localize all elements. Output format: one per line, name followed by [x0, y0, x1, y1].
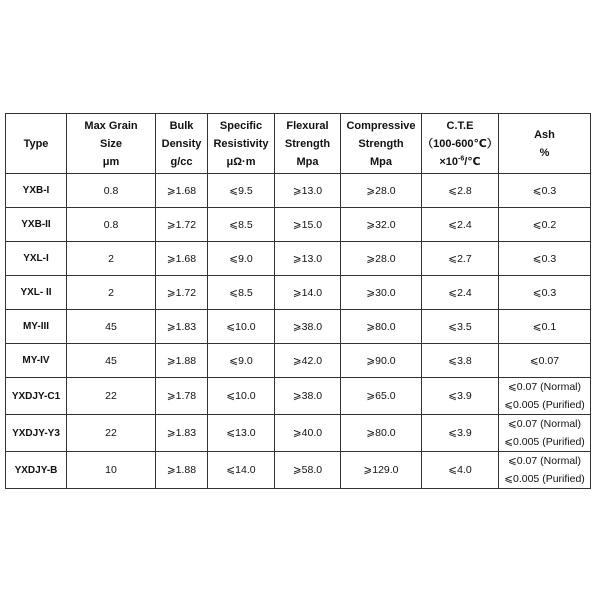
cell-type: YXB-II: [6, 208, 67, 242]
cell-max-grain-size: 2: [67, 242, 156, 276]
cell-specific-resistivity: ⩽14.0: [208, 452, 275, 489]
cell-max-grain-size: 45: [67, 310, 156, 344]
cell-flexural-strength: ⩾13.0: [275, 174, 341, 208]
cell-compressive-strength: ⩾28.0: [341, 242, 422, 276]
header-bulk-density: [156, 114, 208, 174]
cell-cte: ⩽4.0: [422, 452, 499, 489]
cell-ash: [499, 310, 591, 344]
header-line: Strength: [284, 137, 331, 150]
table-row: [6, 276, 591, 310]
cell-type: MY-IV: [6, 344, 67, 378]
cell-cte: ⩽3.9: [422, 415, 499, 452]
cell-flexural-strength: ⩾38.0: [275, 310, 341, 344]
cell-max-grain-size: 45: [67, 344, 156, 378]
cell-compressive-strength: ⩾30.0: [341, 276, 422, 310]
cell-bulk-density: ⩾1.78: [156, 378, 208, 415]
cell-bulk-density: ⩾1.68: [156, 174, 208, 208]
header-unit: μm: [102, 155, 120, 168]
cell-specific-resistivity: ⩽9.0: [208, 242, 275, 276]
header-line: Bulk: [169, 119, 194, 132]
cell-compressive-strength: ⩾129.0: [341, 452, 422, 489]
header-line: Strength: [358, 137, 404, 150]
cell-ash: [499, 344, 591, 378]
ash-value: ⩽0.3: [532, 252, 557, 265]
ash-value: ⩽0.3: [532, 184, 557, 197]
header-flexural-strength: [275, 114, 341, 174]
cell-max-grain-size: 0.8: [67, 208, 156, 242]
cell-cte: ⩽2.4: [422, 208, 499, 242]
cell-ash: [499, 452, 591, 489]
ash-value: ⩽0.3: [532, 286, 557, 299]
header-line: C.T.E: [446, 119, 474, 132]
ash-value: ⩽0.1: [532, 320, 557, 333]
ash-value: ⩽0.005 (Purified): [504, 399, 585, 411]
cell-cte: ⩽2.8: [422, 174, 499, 208]
cell-specific-resistivity: ⩽9.0: [208, 344, 275, 378]
cell-flexural-strength: ⩾14.0: [275, 276, 341, 310]
table-row: [6, 452, 591, 489]
header-ash: [499, 114, 591, 174]
header-line: （100-600℃）: [422, 137, 498, 150]
header-max-grain-size: [67, 114, 156, 174]
table-body: [6, 174, 591, 489]
cell-max-grain-size: 10: [67, 452, 156, 489]
table-row: [6, 415, 591, 452]
header-line: Ash: [534, 128, 555, 141]
table-header-row: [6, 114, 591, 174]
ash-value: ⩽0.07 (Normal): [508, 381, 581, 393]
properties-table: [5, 113, 591, 489]
cell-compressive-strength: ⩾32.0: [341, 208, 422, 242]
table-row: [6, 344, 591, 378]
ash-value: ⩽0.005 (Purified): [504, 436, 585, 448]
header-line: Flexural: [286, 119, 329, 132]
header-line: Max Grain: [84, 119, 138, 132]
cell-ash: [499, 378, 591, 415]
header-line: Specific: [219, 119, 263, 132]
header-unit: g/cc: [170, 155, 193, 168]
cell-ash: [499, 208, 591, 242]
cell-compressive-strength: ⩾65.0: [341, 378, 422, 415]
cell-max-grain-size: 2: [67, 276, 156, 310]
header-line: Size: [99, 137, 122, 150]
cell-specific-resistivity: ⩽8.5: [208, 276, 275, 310]
cell-type: YXDJY-B: [6, 452, 67, 489]
cell-ash: [499, 174, 591, 208]
cell-max-grain-size: 0.8: [67, 174, 156, 208]
cell-type: YXB-I: [6, 174, 67, 208]
ash-value: ⩽0.07: [529, 354, 560, 367]
cell-specific-resistivity: ⩽8.5: [208, 208, 275, 242]
header-unit: Mpa: [370, 155, 392, 168]
table-row: [6, 242, 591, 276]
cell-flexural-strength: ⩾40.0: [275, 415, 341, 452]
cell-bulk-density: ⩾1.72: [156, 208, 208, 242]
header-unit: %: [539, 146, 550, 159]
cell-cte: ⩽3.9: [422, 378, 499, 415]
cell-ash: [499, 415, 591, 452]
cell-bulk-density: ⩾1.68: [156, 242, 208, 276]
cell-flexural-strength: ⩾38.0: [275, 378, 341, 415]
cell-ash: [499, 276, 591, 310]
cell-compressive-strength: ⩾80.0: [341, 415, 422, 452]
table-row: [6, 174, 591, 208]
cell-specific-resistivity: ⩽10.0: [208, 310, 275, 344]
cell-type: MY-III: [6, 310, 67, 344]
cell-specific-resistivity: ⩽10.0: [208, 378, 275, 415]
cell-specific-resistivity: ⩽13.0: [208, 415, 275, 452]
header-specific-resistivity: [208, 114, 275, 174]
header-type: [6, 114, 67, 174]
cell-compressive-strength: ⩾80.0: [341, 310, 422, 344]
cell-bulk-density: ⩾1.72: [156, 276, 208, 310]
cell-flexural-strength: ⩾15.0: [275, 208, 341, 242]
cell-type: YXL- II: [6, 276, 67, 310]
header-line: Density: [161, 137, 202, 150]
cell-bulk-density: ⩾1.83: [156, 310, 208, 344]
cell-compressive-strength: ⩾28.0: [341, 174, 422, 208]
cell-type: YXDJY-C1: [6, 378, 67, 415]
cell-type: YXDJY-Y3: [6, 415, 67, 452]
cell-flexural-strength: ⩾42.0: [275, 344, 341, 378]
table-row: [6, 310, 591, 344]
cell-compressive-strength: ⩾90.0: [341, 344, 422, 378]
cell-bulk-density: ⩾1.88: [156, 452, 208, 489]
header-line: Resistivity: [213, 137, 269, 150]
ash-value: ⩽0.07 (Normal): [508, 455, 581, 467]
ash-value: ⩽0.005 (Purified): [504, 473, 585, 485]
cell-flexural-strength: ⩾13.0: [275, 242, 341, 276]
cell-bulk-density: ⩾1.88: [156, 344, 208, 378]
cell-max-grain-size: 22: [67, 415, 156, 452]
cell-cte: ⩽3.8: [422, 344, 499, 378]
header-type-line: Type: [23, 137, 49, 150]
cell-cte: ⩽3.5: [422, 310, 499, 344]
ash-value: ⩽0.07 (Normal): [508, 418, 581, 430]
ash-value: ⩽0.2: [532, 218, 557, 231]
header-line: Compressive: [346, 119, 416, 132]
cell-flexural-strength: ⩾58.0: [275, 452, 341, 489]
header-cte: [422, 114, 499, 174]
cell-max-grain-size: 22: [67, 378, 156, 415]
cell-cte: ⩽2.4: [422, 276, 499, 310]
header-unit: Mpa: [296, 155, 319, 168]
cell-type: YXL-I: [6, 242, 67, 276]
table-row: [6, 208, 591, 242]
cell-cte: ⩽2.7: [422, 242, 499, 276]
table-row: [6, 378, 591, 415]
header-unit: $\times 10^{-6}/℃$: [439, 154, 481, 168]
cell-specific-resistivity: ⩽9.5: [208, 174, 275, 208]
header-unit: μΩ·m: [226, 155, 256, 168]
cell-ash: [499, 242, 591, 276]
header-compressive-strength: [341, 114, 422, 174]
cell-bulk-density: ⩾1.83: [156, 415, 208, 452]
